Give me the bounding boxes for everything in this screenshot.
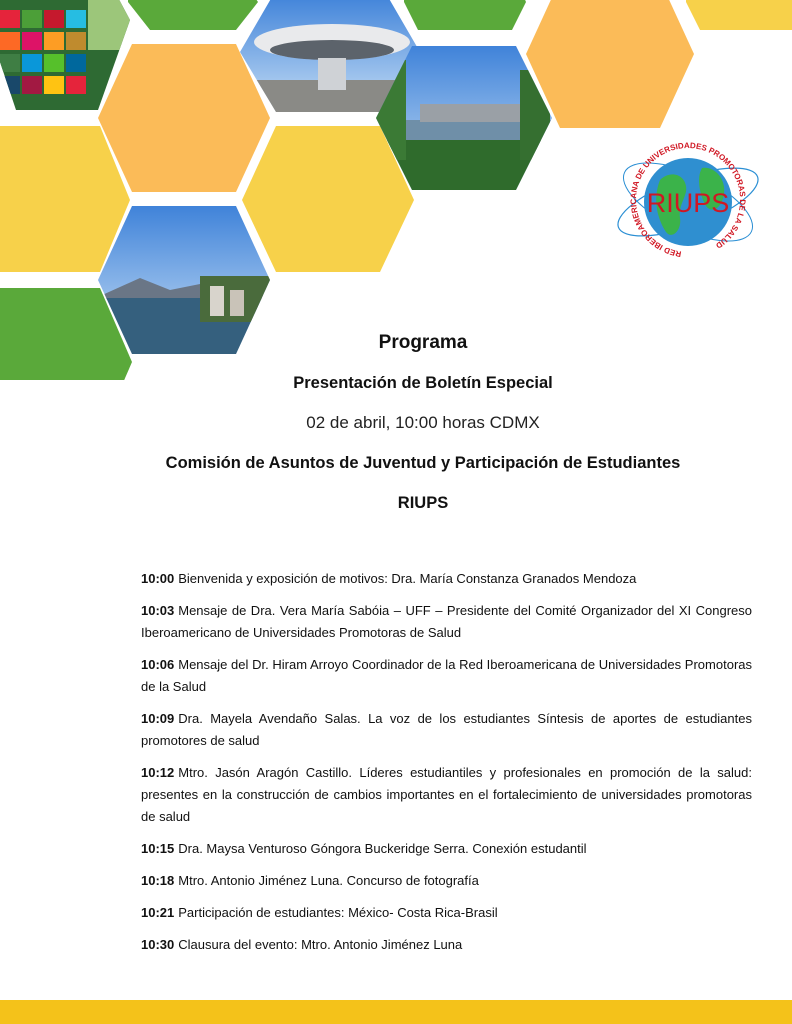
hexagon-yellow-2 [242, 126, 414, 272]
agenda-time: 10:12 [141, 765, 175, 780]
agenda-text: Mensaje del Dr. Hiram Arroyo Coordinador de la Red Iberoamericana de Universidades Promotoras de la Salud [141, 657, 752, 694]
riups-logo [608, 134, 768, 270]
agenda-item [141, 838, 752, 860]
page-title: Programa [378, 332, 468, 353]
event-date: 02 de abril, 10:00 horas CDMX [306, 413, 540, 432]
agenda-item [141, 870, 752, 892]
hexagon-orange-1 [98, 44, 270, 192]
riups-logo-text: RIUPS [646, 188, 730, 218]
agenda-time: 10:09 [141, 711, 175, 726]
hexagon-yellow-1 [0, 126, 130, 272]
agenda-item [141, 654, 752, 698]
agenda-text: Participación de estudiantes: México- Costa Rica-Brasil [178, 905, 498, 920]
hexagon-orange-2 [526, 0, 694, 128]
agenda-time: 10:06 [141, 657, 175, 672]
agenda-text: Mtro. Jasón Aragón Castillo. Líderes estudiantiles y profesionales en promoción de la salud: presentes en la construcción de cambios importantes en el fortalecimiento de universidades promotoras de salud [141, 765, 752, 824]
agenda-text: Mensaje de Dra. Vera María Sabóia – UFF – Presidente del Comité Organizador del XI Congreso Iberoamericano de Universidades Promotoras de Salud [141, 603, 752, 640]
agenda-item [141, 934, 752, 956]
agenda-time: 10:03 [141, 603, 175, 618]
agenda-item [141, 902, 752, 924]
agenda-text: Dra. Mayela Avendaño Salas. La voz de los estudiantes Síntesis de aportes de estudiantes promotores de salud [141, 711, 752, 748]
agenda-time: 10:15 [141, 841, 175, 856]
agenda-time: 10:18 [141, 873, 175, 888]
hexagon-yellow-top [686, 0, 792, 30]
agenda-time: 10:30 [141, 937, 175, 952]
agenda-time: 10:00 [141, 571, 175, 586]
organization-name: RIUPS [397, 494, 449, 512]
footer-bar [0, 1000, 792, 1024]
agenda-text: Bienvenida y exposición de motivos: Dra. María Constanza Granados Mendoza [178, 571, 637, 586]
agenda-item [141, 568, 752, 590]
event-subtitle: Presentación de Boletín Especial [293, 374, 553, 392]
agenda-item [141, 762, 752, 828]
hexagon-green-top [128, 0, 258, 30]
agenda-item [141, 600, 752, 644]
hexagon-green-top-2 [404, 0, 526, 30]
agenda-item [141, 708, 752, 752]
commission-name: Comisión de Asuntos de Juventud y Participación de Estudiantes [165, 454, 681, 472]
agenda-list [141, 568, 752, 966]
agenda-text: Mtro. Antonio Jiménez Luna. Concurso de fotografía [178, 873, 479, 888]
agenda-text: Clausura del evento: Mtro. Antonio Jiménez Luna [178, 937, 463, 952]
agenda-text: Dra. Maysa Venturoso Góngora Buckeridge Serra. Conexión estudantil [178, 841, 587, 856]
agenda-time: 10:21 [141, 905, 175, 920]
riups-logo-ring-text: RED IBEROAMERICANA DE UNIVERSIDADES PROMOTORAS DE LA SALUD [628, 140, 748, 259]
